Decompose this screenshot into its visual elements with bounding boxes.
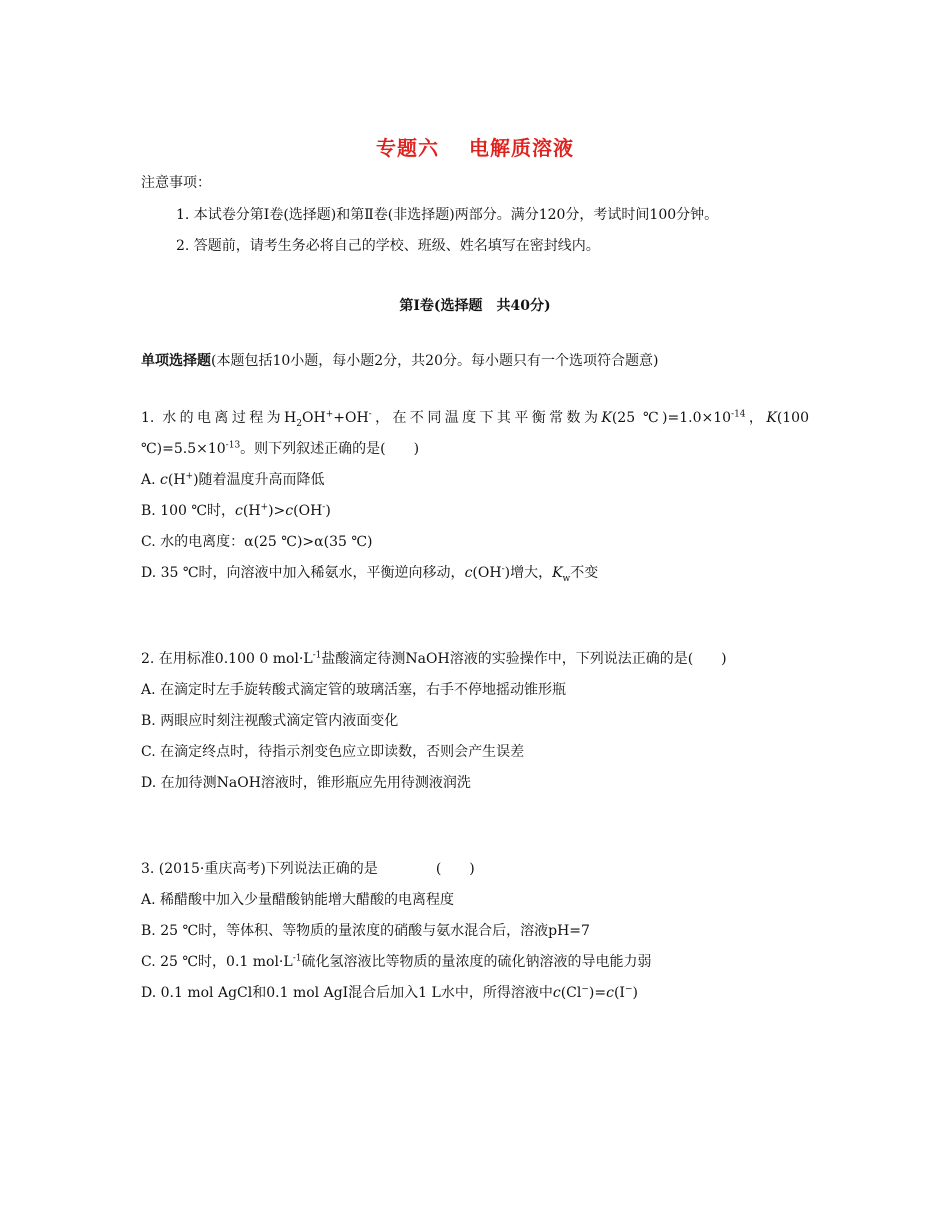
instruction-line: 单项选择题(本题包括10小题，每小题2分，共20分。每小题只有一个选项符合题意) [141,353,659,369]
note-item-1: 1. 本试卷分第Ⅰ卷(选择题)和第Ⅱ卷(非选择题)两部分。满分120分，考试时间100分钟。 [176,207,719,223]
note-item-2: 2. 答题前，请考生务必将自己的学校、班级、姓名填写在密封线内。 [176,238,600,254]
question-2-option-d[interactable]: D. 在加待测NaOH溶液时，锥形瓶应先用待测液润洗 [141,775,471,791]
question-3-stem: 3. (2015·重庆高考)下列说法正确的是 ( ) [141,861,475,877]
question-2-stem: 2. 在用标准0.100 0 $mol\cdot L^{-1}$盐酸滴定待测NaOH溶液的实验操作中，下列说法正确的是( ) [141,650,727,667]
question-1-option-d[interactable]: D. 35 ℃时，向溶液中加入稀氨水，平衡逆向移动，c(OH-)增大，$K_w$不变 [141,564,599,584]
page-title [0,132,950,161]
question-1-option-a[interactable]: A. c(H+)随着温度升高而降低 [141,471,325,488]
question-1-stem-line1: 1. 水的电离过程为$H_2OH^++OH^-$，在不同温度下其平衡常数为K(25 $℃)=1.0\times 10^{-14}$，K(100 [141,409,809,429]
question-2-option-a[interactable]: A. 在滴定时左手旋转酸式滴定管的玻璃活塞，右手不停地摇动锥形瓶 [141,682,567,698]
question-1-option-c[interactable]: C. 水的电离度：α(25 ℃)>α(35 ℃) [141,534,373,550]
question-3-option-b[interactable]: B. 25 ℃时，等体积、等物质的量浓度的硝酸与氨水混合后，溶液pH=7 [141,923,590,939]
question-1-stem-line2: $℃)=5.5\times 10^{-13}$。则下列叙述正确的是( ) [141,440,420,457]
question-3-option-a[interactable]: A. 稀醋酸中加入少量醋酸钠能增大醋酸的电离程度 [141,892,455,908]
title-subject: 电解质溶液 [469,136,574,160]
title-topic: 专题六 [376,136,439,160]
question-3-option-c[interactable]: C. 25 ℃时，0.1 $mol\cdot L^{-1}$硫化氢溶液比等物质的量浓度的硫化钠溶液的导电能力弱 [141,953,652,970]
instruction-bold: 单项选择题 [141,353,211,369]
question-3-option-d[interactable]: D. 0.1 mol AgCl和0.1 mol AgI混合后加入1 L水中，所得溶液中c(Cl−)=c(I−) [141,984,638,1001]
question-2-option-c[interactable]: C. 在滴定终点时，待指示剂变色应立即读数，否则会产生误差 [141,744,525,760]
question-2-option-b[interactable]: B. 两眼应时刻注视酸式滴定管内液面变化 [141,713,399,729]
question-1-option-b[interactable]: B. 100 ℃时，c(H+)>c(OH-) [141,502,331,519]
section-heading: 第Ⅰ卷(选择题 共40分) [399,298,551,314]
notes-heading: 注意事项： [141,175,211,191]
